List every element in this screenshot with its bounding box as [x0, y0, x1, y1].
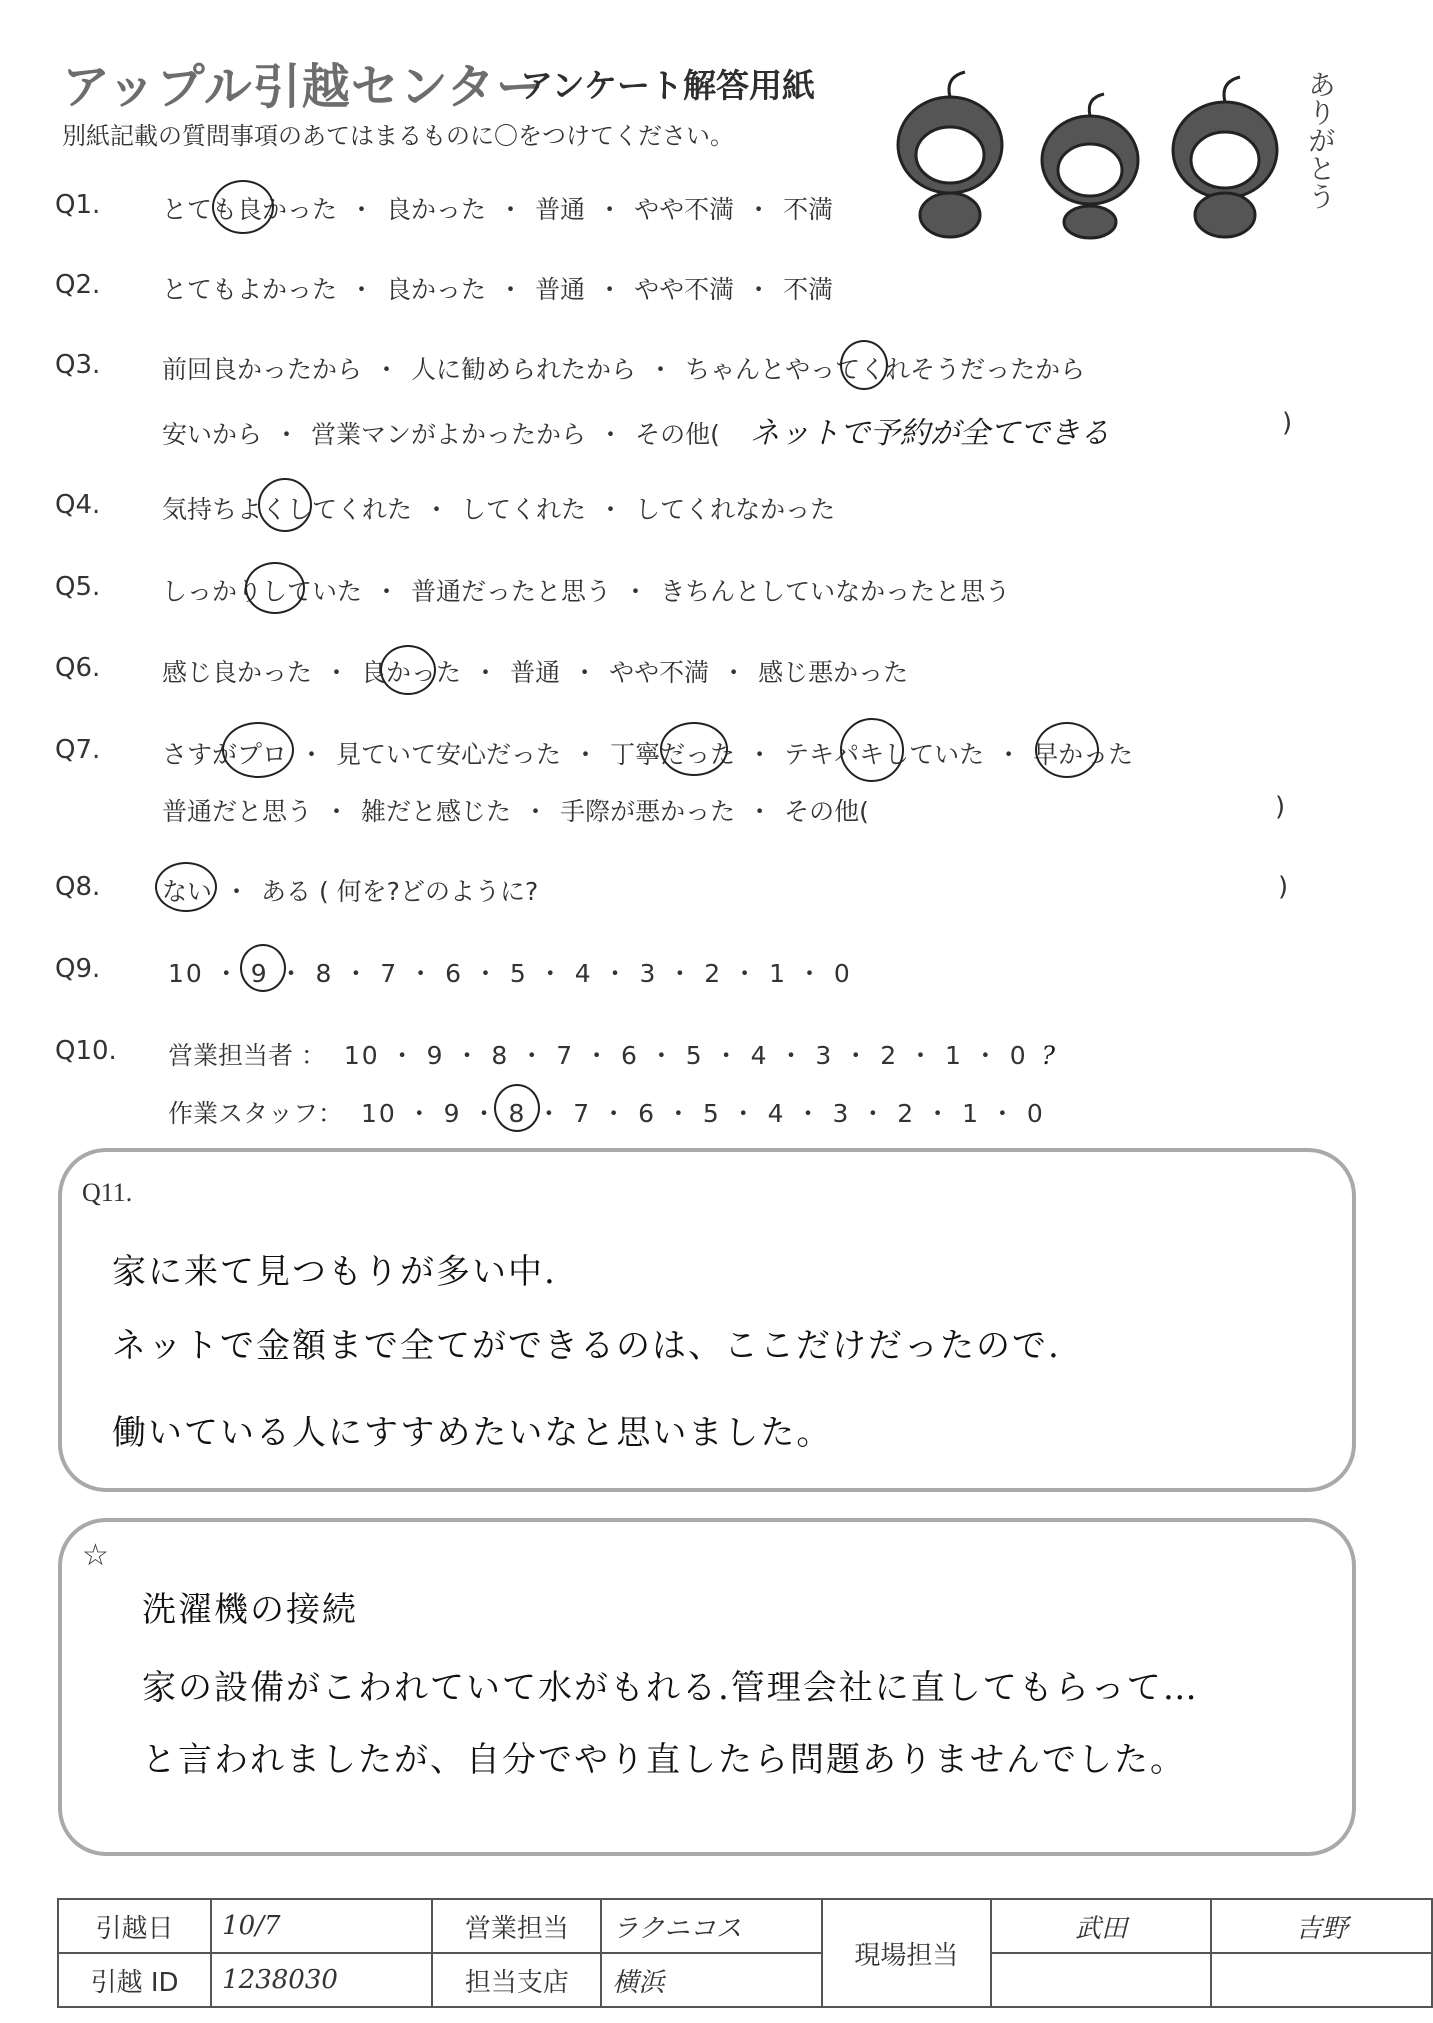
- q2-label: Q2.: [55, 270, 101, 300]
- q4-label: Q4.: [55, 490, 101, 520]
- q2-option: とてもよかった: [162, 275, 338, 304]
- q7-option: 手際が悪かった: [560, 797, 736, 826]
- q5-option: きちんとしていなかったと思う: [660, 577, 1011, 606]
- site-staff-value-2: 吉野: [1211, 1899, 1432, 1953]
- q1-answer-circle: [212, 180, 274, 234]
- q5-label: Q5.: [55, 572, 101, 602]
- site-staff-empty-1: [991, 1953, 1212, 2007]
- q4-options: 気持ちよくしてくれた ・ してくれた ・ してくれなかった: [162, 495, 836, 524]
- q10-sales-row: [168, 1036, 1055, 1072]
- q7-answer-circle-tekipaki: [840, 718, 904, 782]
- q10-staff-label: 作業スタッフ：: [168, 1099, 344, 1128]
- mascot-3: [1173, 77, 1277, 237]
- q9-label: Q9.: [55, 954, 101, 984]
- q7-option: さすがプロ: [162, 740, 288, 769]
- q6-option: やや不満: [609, 658, 710, 687]
- q11-comment-line: 働いている人にすすめたいなと思いました。: [112, 1413, 833, 1453]
- q7-close-paren: ): [1275, 792, 1286, 822]
- q7-option: 丁寧だった: [610, 740, 736, 769]
- q2-option: 良かった: [386, 275, 487, 304]
- q3-answer-circle: [840, 340, 888, 390]
- form-subtitle: アンケート解答用紙: [520, 66, 816, 105]
- q4-option: 気持ちよくしてくれた: [162, 495, 413, 524]
- sales-rep-label: 営業担当: [432, 1899, 601, 1953]
- q1-option: 良かった: [386, 195, 487, 224]
- q3-option: 安いから: [162, 420, 263, 449]
- q7-answer-circle-pro: [222, 722, 294, 778]
- q4-option: してくれなかった: [635, 495, 836, 524]
- sales-rep-value: ラクニコス: [601, 1899, 822, 1953]
- star-comment-line: と言われましたが、自分でやり直したら問題ありませんでした。: [142, 1740, 1186, 1780]
- q7-options-line2: 普通だと思う ・ 雑だと感じた ・ 手際が悪かった ・ その他(: [162, 797, 869, 826]
- q3-other-handwritten: ネットで予約が全てできる: [749, 416, 1110, 451]
- q8-label: Q8.: [55, 872, 101, 902]
- q8-close-paren: ): [1278, 872, 1289, 902]
- q7-option: 早かった: [1033, 740, 1134, 769]
- q10-sales-scale: 10 ・ 9 ・ 8 ・ 7 ・ 6 ・ 5 ・ 4 ・ 3 ・ 2 ・ 1 ・ 0: [343, 1041, 1028, 1070]
- q1-options: とても良かった ・ 良かった ・ 普通 ・ やや不満 ・ 不満: [162, 195, 834, 224]
- star-comment-line: 洗濯機の接続: [142, 1590, 358, 1630]
- q7-option: 普通だと思う: [162, 797, 313, 826]
- q5-option: しっかりしていた: [162, 577, 363, 606]
- q4-option: してくれた: [461, 495, 587, 524]
- site-staff-empty-2: [1211, 1953, 1432, 2007]
- q1-label: Q1.: [55, 190, 101, 220]
- q10-staff-answer-circle: [494, 1084, 540, 1132]
- move-date-value: 10/7: [211, 1899, 432, 1953]
- q6-options: 感じ良かった ・ 良かった ・ 普通 ・ やや不満 ・ 感じ悪かった: [162, 658, 909, 687]
- q1-option: とても良かった: [162, 195, 338, 224]
- q3-options-line1: 前回良かったから ・ 人に勧められたから ・ ちゃんとやってくれそうだったから: [162, 355, 1086, 384]
- q8-option: ない: [162, 877, 213, 906]
- q5-options: しっかりしていた ・ 普通だったと思う ・ きちんとしていなかったと思う: [162, 577, 1011, 606]
- move-id-value: 1238030: [211, 1953, 432, 2007]
- site-staff-value-1: 武田: [991, 1899, 1212, 1953]
- q7-option: 見ていて安心だった: [336, 740, 562, 769]
- q1-option: やや不満: [634, 195, 735, 224]
- move-date-label: 引越日: [58, 1899, 211, 1953]
- q3-other-label: その他(: [635, 420, 720, 449]
- q6-answer-circle: [380, 645, 436, 695]
- branch-value: 横浜: [601, 1953, 822, 2007]
- q10-sales-label: 営業担当者 ：: [168, 1041, 326, 1070]
- q4-answer-circle: [258, 478, 312, 532]
- q3-close-paren: ): [1282, 408, 1293, 438]
- q3-option: 営業マンがよかったから: [311, 420, 587, 449]
- footer-info-table: [57, 1898, 1433, 2008]
- q9-answer-circle: [240, 944, 286, 992]
- q6-label: Q6.: [55, 653, 101, 683]
- q1-option: 普通: [535, 195, 586, 224]
- q8-options: ない ・ ある ( 何を?どのように?: [162, 877, 539, 906]
- q3-option: ちゃんとやってくれそうだったから: [685, 355, 1086, 384]
- mascot-1: [898, 72, 1002, 237]
- q8-answer-circle: [155, 862, 217, 912]
- q6-option: 感じ良かった: [162, 658, 313, 687]
- star-comment-line: 家の設備がこわれていて水がもれる.管理会社に直してもらって…: [142, 1668, 1199, 1708]
- q2-option: 不満: [783, 275, 834, 304]
- q6-option: 感じ悪かった: [758, 658, 909, 687]
- q1-option: 不満: [783, 195, 834, 224]
- q8-option: ある ( 何を?どのように?: [261, 877, 539, 906]
- q9-scale: 10 ・ 9 ・ 8 ・ 7 ・ 6 ・ 5 ・ 4 ・ 3 ・ 2 ・ 1 ・ 0: [168, 959, 852, 988]
- q10-staff-scale: 10 ・ 9 ・ 8 ・ 7 ・ 6 ・ 5 ・ 4 ・ 3 ・ 2 ・ 1 ・ 0: [360, 1099, 1045, 1128]
- q11-comment-line: 家に来て見つもりが多い中.: [112, 1252, 557, 1292]
- q2-option: やや不満: [634, 275, 735, 304]
- q2-options: とてもよかった ・ 良かった ・ 普通 ・ やや不満 ・ 不満: [162, 275, 834, 304]
- company-title: アップル引越センター: [62, 59, 545, 115]
- q5-answer-circle: [245, 562, 305, 614]
- q7-option: テキパキしていた: [784, 740, 985, 769]
- q10-staff-row: [168, 1094, 1045, 1130]
- instruction-text: 別紙記載の質問事項のあてはまるものに〇をつけてください。: [62, 122, 734, 150]
- mascot-caption: ありがとう: [1304, 70, 1337, 210]
- q7-answer-circle-hayai: [1035, 722, 1099, 778]
- star-label: ☆: [82, 1539, 109, 1572]
- q10-label: Q10.: [55, 1036, 117, 1066]
- branch-label: 担当支店: [432, 1953, 601, 2007]
- q7-options-line1: さすがプロ ・ 見ていて安心だった ・ 丁寧だった ・ テキパキしていた ・ 早かった: [162, 740, 1134, 769]
- q3-option: 前回良かったから: [162, 355, 363, 384]
- q2-option: 普通: [535, 275, 586, 304]
- mascot-illustration: [880, 60, 1300, 240]
- q5-option: 普通だったと思う: [411, 577, 612, 606]
- move-id-label: 引越 ID: [58, 1953, 211, 2007]
- site-staff-label: 現場担当: [822, 1899, 991, 2007]
- q3-options-line2: 安いから ・ 営業マンがよかったから ・ その他( ネットで予約が全てできる: [162, 416, 1110, 451]
- q7-answer-circle-teinei: [660, 722, 728, 776]
- q7-other-label: その他(: [784, 797, 869, 826]
- q7-label: Q7.: [55, 735, 101, 765]
- q10-sales-mark: ?: [1041, 1041, 1056, 1070]
- q7-option: 雑だと感じた: [361, 797, 512, 826]
- q11-comment-line: ネットで金額まで全てができるのは、ここだけだったので.: [112, 1326, 1061, 1366]
- mascot-2: [1042, 94, 1138, 238]
- q6-option: 普通: [510, 658, 561, 687]
- q3-label: Q3.: [55, 350, 101, 380]
- q3-option: 人に勧められたから: [411, 355, 637, 384]
- q6-option: 良かった: [361, 658, 462, 687]
- q11-label: Q11.: [82, 1178, 133, 1207]
